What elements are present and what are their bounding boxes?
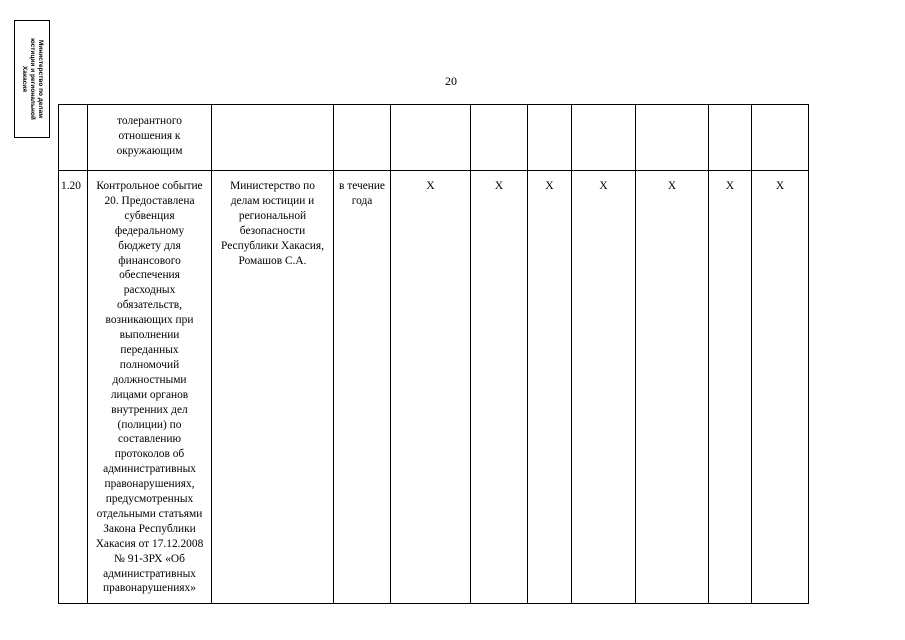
table-row-continuation: [59, 105, 809, 171]
mark-cell: X: [636, 171, 709, 604]
mark-cell: [528, 105, 572, 171]
mark-cell: X: [391, 171, 471, 604]
stamp-text: [20, 24, 44, 134]
stamp-line: Министерство по делам: [37, 39, 44, 119]
stamp-line: юстиции и региональной: [29, 38, 36, 120]
mark-cell: [752, 105, 809, 171]
registration-stamp: [14, 20, 50, 138]
mark-cell: [636, 105, 709, 171]
plan-table: [58, 104, 809, 604]
term-cell: в течение года: [334, 171, 391, 604]
mark-cell: [709, 105, 752, 171]
mark-cell: X: [752, 171, 809, 604]
responsible-cell: Министерство по делам юстиции и региональной безопасности Республики Хакасия, Ромашов С.А.: [212, 171, 334, 604]
mark-cell: [572, 105, 636, 171]
mark-cell: [391, 105, 471, 171]
row-number-cell: [59, 105, 88, 171]
page-number: 20: [445, 74, 457, 88]
table-row: [59, 171, 809, 604]
event-cell: толерантного отношения к окружающим: [88, 105, 212, 171]
event-cell: Контрольное событие 20. Предоставлена субвенция федеральному бюджету для финансового обеспечения расходных обязательств, возникающих при выполнении переданных полномочий должностными лицами органов внутренних дел (полиции) по составлению протоколов об административных правонарушениях, предусмотренных отдельными статьями Закона Республики Хакасия от 17.12.2008 № 91-ЗРХ «Об административных правонарушениях»: [88, 171, 212, 604]
row-number-cell: 1.20: [59, 171, 88, 604]
mark-cell: [471, 105, 528, 171]
mark-cell: X: [709, 171, 752, 604]
responsible-cell: [212, 105, 334, 171]
stamp-line: Хакасия: [21, 65, 28, 93]
mark-cell: X: [528, 171, 572, 604]
term-cell: [334, 105, 391, 171]
mark-cell: X: [471, 171, 528, 604]
mark-cell: X: [572, 171, 636, 604]
